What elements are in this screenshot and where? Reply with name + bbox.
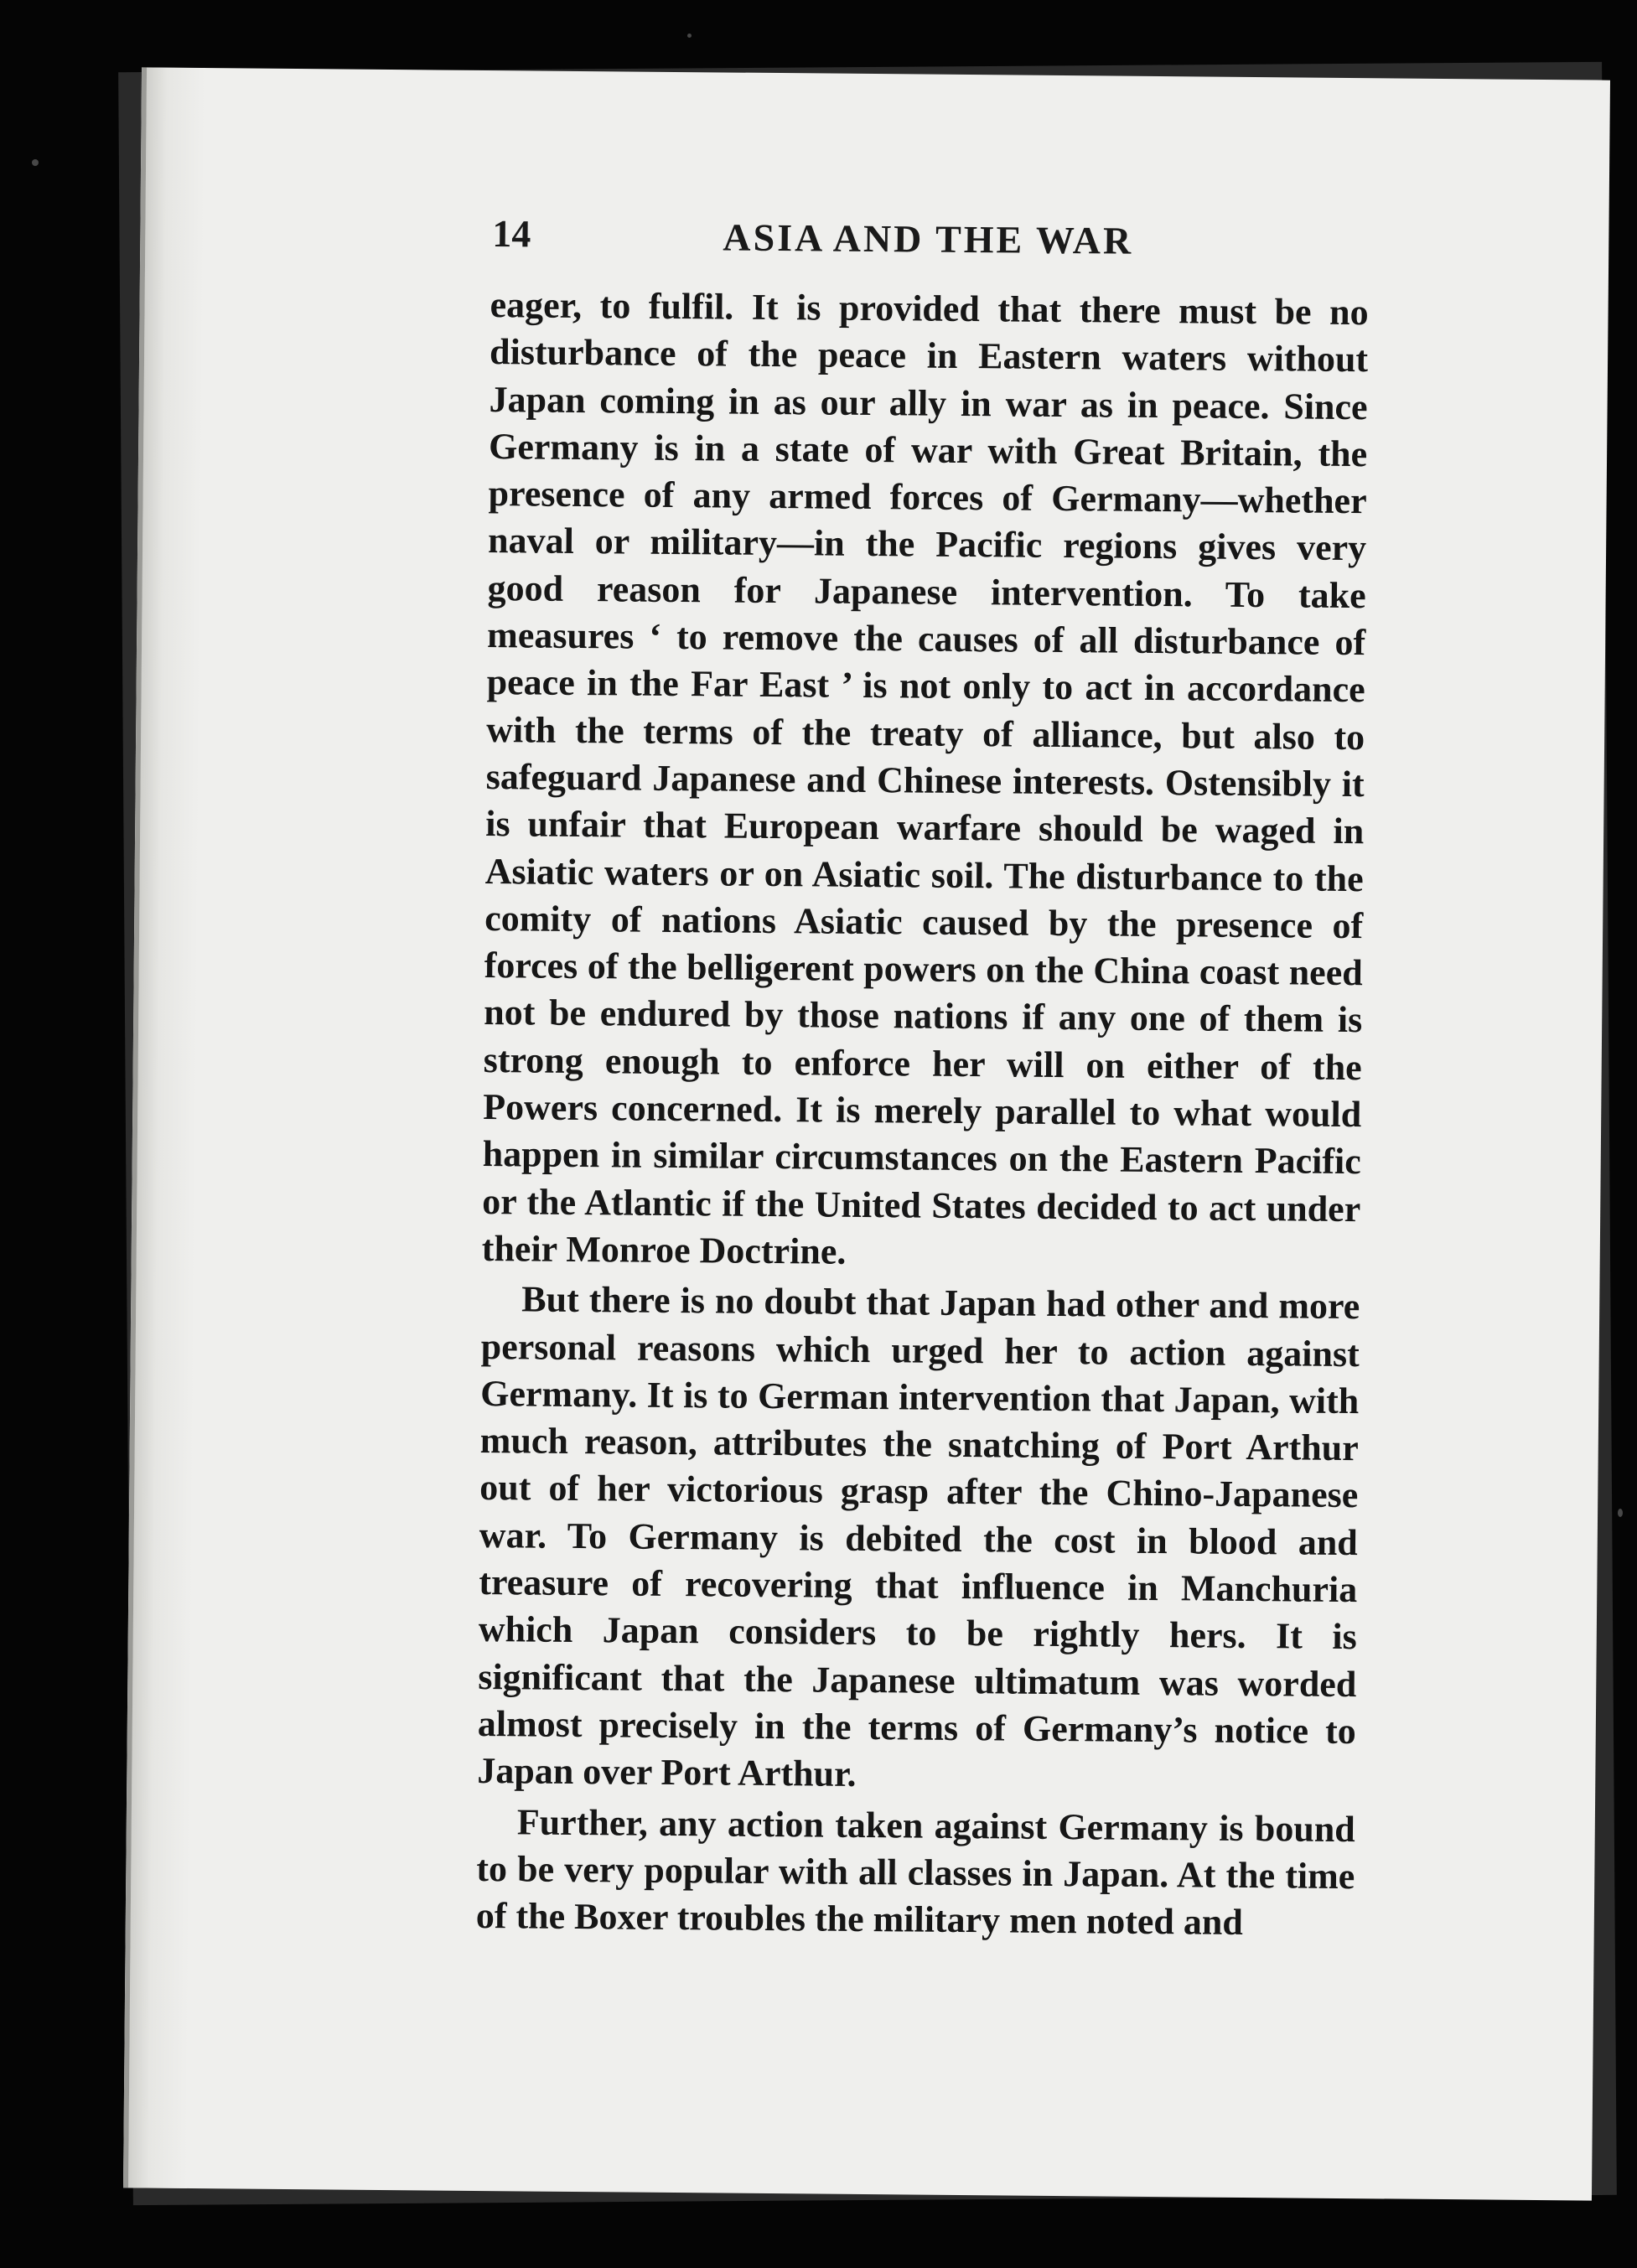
book-page [123, 67, 1610, 2200]
running-title: ASIA AND THE WAR [723, 215, 1134, 262]
scan-speck [32, 159, 39, 166]
scan-speck [687, 34, 692, 38]
paragraph-1: eager, to fulfil. It is provided that there must be no disturbance of the peace in Eastern waters without Japan coming in as our ally in war as in peace. Since Germany is in a state of war with Great Britain, the presence of any armed forces of Germany—whether naval or military—in the Pacific regions gives very good reason for Japanese intervention. To take measures ‘ to remove the causes of all disturbance of peace in the Far East ’ is not only to act in accordance with the terms of the treaty of alliance, but also to safeguard Japanese and Chinese interests. Ostensibly it is unfair that European warfare should be waged in Asiatic waters or on Asiatic soil. The disturbance to the comity of nations Asiatic caused by the presence of forces of the belligerent powers on the China coast need not be endured by those nations if any one of them is strong enough to enforce her will on either of the Powers concerned. It is merely parallel to what would happen in similar circumstances on the Eastern Pacific or the Atlantic if the United States decided to act under their Monroe Doctrine. [481, 284, 1369, 1272]
page-header [492, 211, 1365, 294]
page-number: 14 [492, 212, 531, 256]
body-text [476, 282, 1369, 1947]
paragraph-3: Further, any action taken against Germany is bound to be very popular with all classes in Japan. At the time of the Boxer troubles the military men noted and [475, 1800, 1356, 1944]
paragraph-2: But there is no doubt that Japan had other and more personal reasons which urged her to action against Germany. It is to German intervention that Japan, with much reason, attributes the snatching of Port Arthur out of her victorious grasp after the Chino-Japanese war. To Germany is debited the cost in blood and treasure of recovering that influence in Manchuria which Japan considers to be rightly hers. It is significant that the Japanese ultimatum was worded almost precisely in the terms of Germany’s notice to Japan over Port Arthur. [477, 1278, 1360, 1795]
scan-speck [1618, 1509, 1623, 1517]
